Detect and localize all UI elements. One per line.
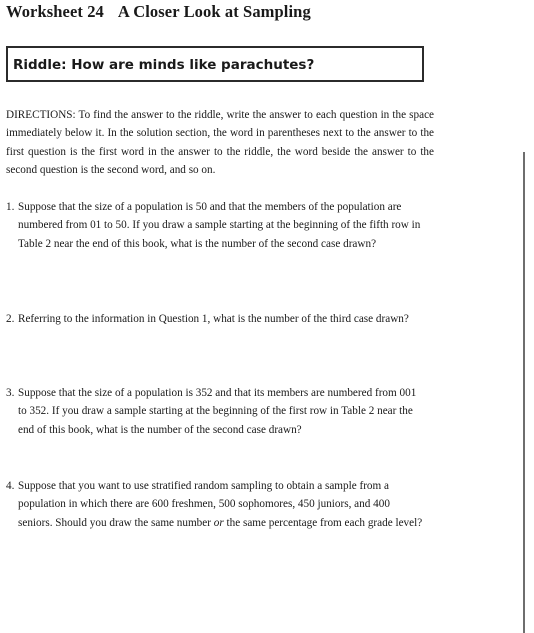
question-number: 3.	[6, 387, 15, 399]
directions-paragraph: DIRECTIONS: To find the answer to the riddle, write the answer to each question in the space immediately below it. In the solution section, the word in parentheses next to the answer to the first question is the first word in the answer to the riddle, the word beside the answer to the second question is the second word, and so on.	[6, 109, 434, 176]
question-number: 2.	[6, 313, 15, 325]
question-number: 4.	[6, 480, 15, 492]
question-text: Suppose that the size of a population is 352 and that its members are numbered from 001 to 352. If you draw a sample starting at the beginning of the first row in Table 2 near the end of this book, what is the number of the second case drawn?	[18, 387, 417, 436]
question-3	[6, 384, 426, 439]
question-number: 1.	[6, 201, 15, 213]
question-text: Referring to the information in Question 1, what is the number of the third case drawn?	[18, 313, 409, 325]
worksheet-heading: A Closer Look at Sampling	[117, 2, 311, 21]
question-text-part: the same percentage from each grade level?	[223, 516, 423, 529]
question-4	[6, 477, 426, 532]
question-text-part: Suppose that you want to use stratified random sampling to obtain a sample from a population in which there are 600 freshmen, 500 sophomores, 450 juniors, and 400 seniors. Should you draw the same number	[18, 480, 390, 529]
question-text: Suppose that the size of a population is 50 and that the members of the population are numbered from 01 to 50. If you draw a sample starting at the beginning of the fifth row in Table 2 near the end of this book, what is the number of the second case drawn?	[18, 201, 421, 250]
margin-rule	[523, 152, 525, 633]
question-1	[6, 198, 426, 253]
riddle-text	[13, 57, 314, 73]
worksheet-number: Worksheet 24	[6, 2, 104, 21]
question-text	[18, 477, 426, 532]
question-2	[6, 310, 426, 328]
riddle-box	[6, 46, 424, 82]
riddle-question: How are minds like parachutes?	[71, 57, 315, 73]
question-emphasis: or	[213, 516, 224, 529]
riddle-label: Riddle:	[13, 57, 67, 73]
worksheet-title	[6, 2, 311, 22]
